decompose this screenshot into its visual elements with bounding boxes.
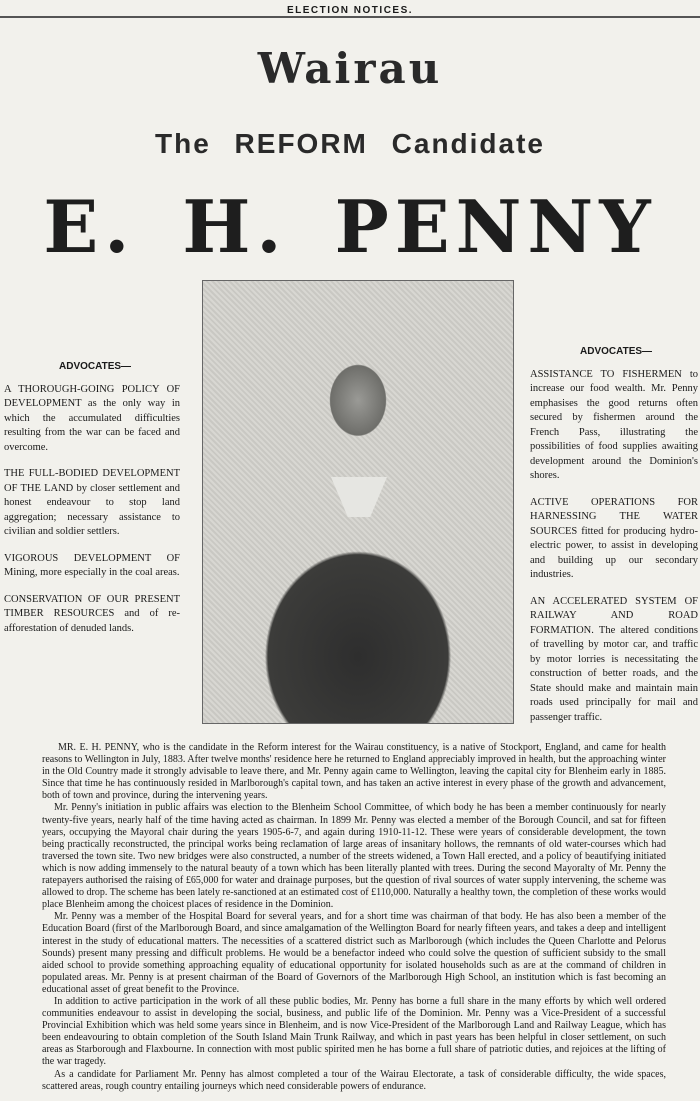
- biography: [42, 742, 666, 1093]
- candidate-portrait: [202, 280, 514, 724]
- candidate-name: E. H. PENNY: [43, 184, 657, 269]
- electorate-title: Wairau: [257, 44, 443, 93]
- bio-paragraph: Mr. Penny's initiation in public affairs was election to the Blenheim School Committee, of which body he has been a member continuously for nearly twenty-five years, nearly half of the time having acted as chairman. In 1899 Mr. Penny was elected a member of the Borough Council, and sat for fifteen years, occupying the Mayoral chair during the years 1905-6-7, and again during 1910-11-12. These were years of considerable development, the town being practically reconstructed, the principal works being reclamation of large areas of insanitary hollows, the remnants of old water-courses which had traversed the town site. Two new bridges were also constructed, a number of the streets widened, a Town Hall erected, and a policy of beautifying initiated which is now adding immensely to the natural beauty of a town which has been literally planted with trees. During the second Mayoralty of Mr. Penny the ratepayers authorised the raising of £65,000 for water and drainage purposes, but the question of rival sources of water supply intervening, the scheme was allowed to drop. The scheme has been lately re-sanctioned at an estimated cost of £110,000. Naturally a healthy town, the completion of these works would place Blenheim among the choicest places of residence in the Dominion.: [42, 802, 666, 911]
- right-advocate-item: AN ACCELERATED SYSTEM OF RAILWAY AND ROAD FORMATION. The altered conditions of travelling by motor car, and traffic by motor lorries is necessitating the construction of better roads, and the State should make and maintain main roads used principally for mail and passenger traffic.: [530, 595, 698, 723]
- left-advocate-item: CONSERVATION OF OUR PRESENT TIMBER RESOURCES and of re-afforestation of denuded lands.: [4, 593, 180, 634]
- bio-paragraph: As a candidate for Parliament Mr. Penny has almost completed a tour of the Wairau Electorate, a task of considerable difficulty, the wide spaces, scattered areas, rough country entailing journeys which need considerable powers of endurance.: [42, 1068, 666, 1092]
- left-advocates-column: [4, 360, 180, 648]
- left-advocate-item: A THOROUGH-GOING POLICY OF DEVELOPMENT as the only way in which the accumulated difficulties resulting from the war can be faced and overcome.: [4, 383, 180, 453]
- left-advocate-item: THE FULL-BODIED DEVELOPMENT OF THE LAND by closer settlement and honest endeavour to stop land aggregation; necessary assistance to civilian and soldier settlers.: [4, 468, 180, 537]
- header-rule: [0, 16, 700, 18]
- right-advocates-heading: ADVOCATES—: [580, 346, 653, 357]
- bio-paragraph: In addition to active participation in the work of all these public bodies, Mr. Penny has borne a full share in the many efforts by which well ordered communities endeavour to assist in developing the social, business, and public life of the Dominion. Mr. Penny was a Vice-President of a successful Provincial Exhibition which was held some years since in Blenheim, and is now Vice-President of the Marlborough Land and Railway League, which has been endeavouring to obtain completion of the South Island Main Trunk Railway, and which in past years has been helpful in closer settlement, on such areas as Starborough and Flaxbourne. In connection with most public spirited men he has borne a full share of patriotic duties, and rejoices at the lifting of the war tragedy.: [42, 995, 666, 1068]
- portrait-collar: [331, 477, 387, 517]
- right-advocate-item: ASSISTANCE TO FISHERMEN to increase our food wealth. Mr. Penny emphasises the good returns often secured by fishermen around the French Pass, illustrating the possibilities of food supplies awaiting development around the Dominion's shores.: [530, 368, 698, 481]
- section-title: ELECTION NOTICES.: [286, 5, 414, 16]
- bio-paragraph: MR. E. H. PENNY, who is the candidate in the Reform interest for the Wairau constituency, is a native of Stockport, England, and came for health reasons to Wellington in July, 1883. After twelve months' residence here he returned to England appreciably improved in health, but the approaching winter in the Old Country made it strongly advisable to leave there, and Mr. Penny again came to Wellington, leaving the capital city for Blenheim early in 1885. Since that time he has continuously resided in Marlborough's capital town, and has taken an active interest in every phase of the growth and advancement, both of town and province, during the intervening years.: [42, 742, 666, 802]
- right-advocates-column: [530, 345, 698, 737]
- candidate-subtitle: The REFORM Candidate: [154, 128, 545, 159]
- left-advocate-item: VIGOROUS DEVELOPMENT OF Mining, more especially in the coal areas.: [4, 552, 180, 578]
- right-advocate-item: ACTIVE OPERATIONS FOR HARNESSING THE WATER SOURCES fitted for producing hydro-electric power, to assist in developing and building up our secondary industries.: [530, 496, 698, 580]
- left-advocates-heading: ADVOCATES—: [59, 361, 132, 372]
- bio-paragraph: Mr. Penny was a member of the Hospital Board for several years, and for a short time was chairman of that body. He has also been a member of the Education Board (first of the Marlborough Board, and since amalgamation of the Wellington Board for nearly fifteen years, and takes a deep and intelligent interest in the study of educational matters. The necessities of a scattered district such as Marlborough (which includes the Queen Charlotte and Pelorus Sounds) present many pressing and difficult problems. He would be a benefactor indeed who could solve the question of sufficient subsidy to the small aided school to provide something approaching equality of educational opportunity for isolated households such as are at the command of children in populated areas. Mr. Penny is at present chairman of the Board of Governors of the Marlborough High School, an institution which is fast becoming an educational asset of great benefit to the Province.: [42, 911, 666, 995]
